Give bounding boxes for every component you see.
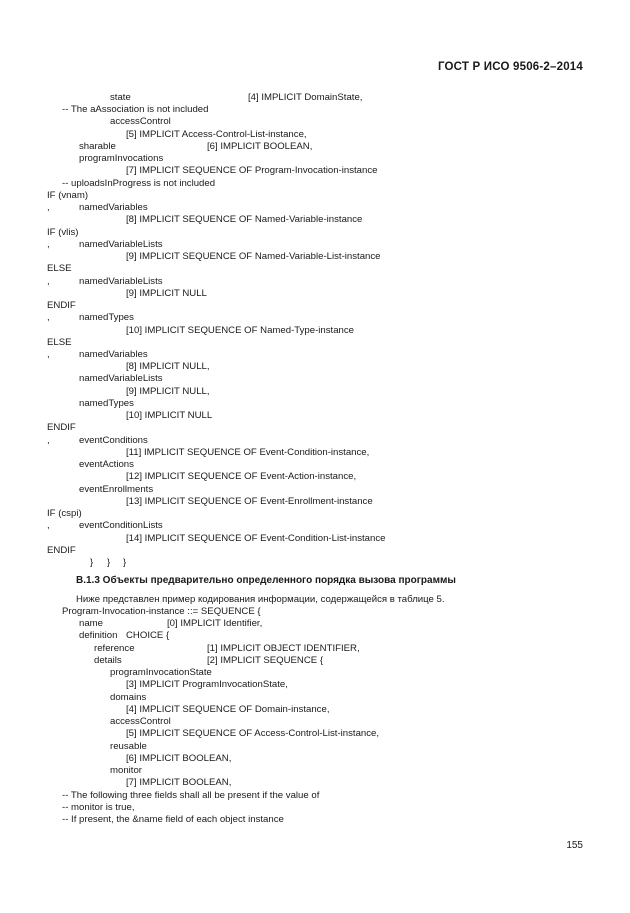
text-segment: state (110, 92, 131, 103)
text-segment: namedVariables (79, 202, 148, 213)
text-segment: Program-Invocation-instance ::= SEQUENCE { (62, 606, 261, 617)
text-segment: B.1.3 Объекты предварительно определенного порядка вызова программы (76, 575, 456, 586)
text-segment: } (123, 557, 127, 568)
text-segment: } (90, 557, 94, 568)
text-segment: , (47, 312, 50, 323)
text-segment: eventConditions (79, 435, 148, 446)
text-segment: , (47, 202, 50, 213)
text-segment: , (47, 276, 50, 287)
text-segment: [10] IMPLICIT NULL (126, 410, 213, 421)
text-segment: definition (79, 630, 118, 641)
text-segment: CHOICE { (126, 630, 170, 641)
text-segment: [14] IMPLICIT SEQUENCE OF Event-Condition-List-instance (126, 533, 386, 544)
text-segment: -- uploadsInProgress is not included (62, 178, 216, 189)
text-segment: -- The aAssociation is not included (62, 104, 209, 115)
text-segment: , (47, 349, 50, 360)
text-segment: sharable (79, 141, 116, 152)
text-segment: ENDIF (47, 422, 76, 433)
text-segment: ENDIF (47, 545, 76, 556)
text-segment: accessControl (110, 116, 171, 127)
text-segment: [8] IMPLICIT SEQUENCE OF Named-Variable-instance (126, 214, 363, 225)
text-segment: reusable (110, 741, 147, 752)
text-segment: [11] IMPLICIT SEQUENCE OF Event-Condition-instance, (126, 447, 370, 458)
text-segment: , (47, 520, 50, 531)
text-segment: ELSE (47, 337, 72, 348)
text-segment: eventConditionLists (79, 520, 163, 531)
text-segment: namedTypes (79, 398, 134, 409)
text-segment: [9] IMPLICIT SEQUENCE OF Named-Variable-List-instance (126, 251, 381, 262)
text-segment: -- The following three fields shall all be present if the value of (62, 790, 320, 801)
document-header: ГОСТ Р ИСО 9506-2–2014 (437, 61, 583, 73)
text-segment: IF (vlis) (47, 227, 79, 238)
text-segment: [6] IMPLICIT BOOLEAN, (207, 141, 313, 152)
text-segment: IF (cspi) (47, 508, 82, 519)
text-segment: IF (vnam) (47, 190, 89, 201)
text-segment: [9] IMPLICIT NULL (126, 288, 207, 299)
text-segment: [13] IMPLICIT SEQUENCE OF Event-Enrollment-instance (126, 496, 373, 507)
text-segment: [9] IMPLICIT NULL, (126, 386, 210, 397)
text-segment: , (47, 239, 50, 250)
text-segment: [10] IMPLICIT SEQUENCE OF Named-Type-instance (126, 325, 355, 336)
text-segment: ELSE (47, 263, 72, 274)
text-segment: namedTypes (79, 312, 134, 323)
text-segment: accessControl (110, 716, 171, 727)
text-segment: [5] IMPLICIT SEQUENCE OF Access-Control-List-instance, (126, 728, 380, 739)
text-segment: [4] IMPLICIT SEQUENCE OF Domain-instance, (126, 704, 330, 715)
text-segment: namedVariableLists (79, 373, 163, 384)
text-segment: eventActions (79, 459, 134, 470)
text-segment: namedVariableLists (79, 276, 163, 287)
text-segment: details (94, 655, 122, 666)
text-segment: namedVariableLists (79, 239, 163, 250)
text-segment: monitor (110, 765, 142, 776)
text-segment: ENDIF (47, 300, 76, 311)
text-segment: [5] IMPLICIT Access-Control-List-instance, (126, 129, 307, 140)
text-segment: [6] IMPLICIT BOOLEAN, (126, 753, 232, 764)
text-segment: } (107, 557, 111, 568)
text-segment: -- If present, the &name field of each object instance (62, 814, 284, 825)
text-segment: [0] IMPLICIT Identifier, (167, 618, 263, 629)
text-segment: programInvocationState (110, 667, 212, 678)
text-segment: , (47, 435, 50, 446)
text-segment: -- monitor is true, (62, 802, 135, 813)
text-segment: [2] IMPLICIT SEQUENCE { (207, 655, 324, 666)
text-segment: [8] IMPLICIT NULL, (126, 361, 210, 372)
text-segment: [4] IMPLICIT DomainState, (248, 92, 363, 103)
page-number: 155 (566, 840, 583, 851)
text-segment: [7] IMPLICIT SEQUENCE OF Program-Invocation-instance (126, 165, 378, 176)
text-segment: name (79, 618, 103, 629)
text-segment: [7] IMPLICIT BOOLEAN, (126, 777, 232, 788)
text-segment: [12] IMPLICIT SEQUENCE OF Event-Action-instance, (126, 471, 357, 482)
text-segment: eventEnrollments (79, 484, 154, 495)
text-segment: namedVariables (79, 349, 148, 360)
text-segment: programInvocations (79, 153, 164, 164)
text-segment: [1] IMPLICIT OBJECT IDENTIFIER, (207, 643, 360, 654)
text-segment: domains (110, 692, 147, 703)
text-segment: Ниже представлен пример кодирования информации, содержащейся в таблице 5. (76, 594, 445, 605)
text-segment: [3] IMPLICIT ProgramInvocationState, (126, 679, 288, 690)
text-segment: reference (94, 643, 135, 654)
